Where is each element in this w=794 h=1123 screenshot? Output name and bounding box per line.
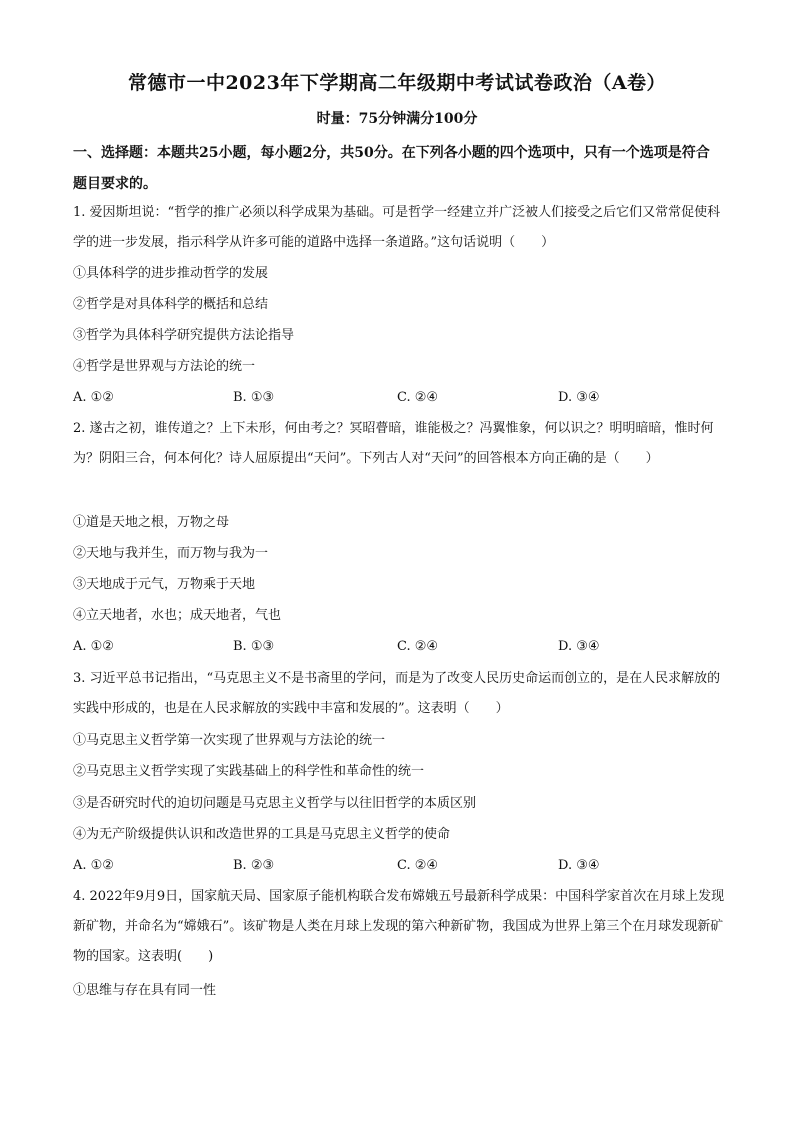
- question-3-statement-4: ④为无产阶级提供认识和改造世界的工具是马克思主义哲学的使命: [73, 827, 451, 842]
- question-3-option-d: D. ③④: [558, 858, 600, 873]
- page-title: 常德市一中2023年下学期高二年级期中考试试卷政治（A卷）: [127, 72, 667, 94]
- question-3-option-b: B. ②③: [233, 858, 275, 873]
- question-2-statement-3: ③天地成于元气，万物乘于天地: [73, 577, 256, 592]
- question-2-stem: 2. 遂古之初，谁传道之？上下未形，何由考之？冥昭瞢暗，谁能极之？冯翼惟象，何以识之？明明暗暗，惟时何为？阴阳三合，何本何化？诗人屈原提出“天问”。下列古人对“天问”的回答根本方向正确的是（ ）: [73, 421, 714, 466]
- question-1-option-c: C. ②④: [397, 390, 439, 405]
- question-2-option-b: B. ①③: [233, 639, 275, 654]
- question-2-statement-2: ②天地与我并生，而万物与我为一: [73, 546, 269, 561]
- question-2-option-c: C. ②④: [397, 639, 439, 654]
- question-3-statement-3: ③是否研究时代的迫切问题是马克思主义哲学与以往旧哲学的本质区别: [73, 796, 477, 811]
- question-3-statement-1: ①马克思主义哲学第一次实现了世界观与方法论的统一: [73, 733, 386, 748]
- question-1-statement-3: ③哲学为具体科学研究提供方法论指导: [73, 328, 295, 343]
- question-4-statement-1: ①思维与存在具有同一性: [73, 983, 217, 998]
- exam-time-score: 时量：75分钟满分100分: [316, 111, 478, 127]
- question-1-statement-2: ②哲学是对具体科学的概括和总结: [73, 297, 269, 312]
- question-2-statement-1: ①道是天地之根，万物之母: [73, 515, 230, 530]
- question-1-statement-4: ④哲学是世界观与方法论的统一: [73, 359, 256, 374]
- question-1-statement-1: ①具体科学的进步推动哲学的发展: [73, 266, 269, 281]
- section-heading: 一、选择题：本题共25小题，每小题2分，共50分。在下列各小题的四个选项中，只有一个选项是符合题目要求的。: [73, 145, 710, 192]
- question-4-stem: 4. 2022年9月9日，国家航天局、国家原子能机构联合发布嫦娥五号最新科学成果：中国科学家首次在月球上发现新矿物，并命名为“嫦娥石”。该矿物是人类在月球上发现的第六种新矿物，我国成为世界上第三个在月球发现新矿物的国家。这表明( ): [73, 889, 725, 964]
- question-3-statement-2: ②马克思主义哲学实现了实践基础上的科学性和革命性的统一: [73, 764, 425, 779]
- question-1-option-d: D. ③④: [558, 390, 600, 405]
- question-1-stem: 1. 爱因斯坦说：“哲学的推广必须以科学成果为基础。可是哲学一经建立并广泛被人们接受之后它们又常常促使科学的进一步发展，指示科学从许多可能的道路中选择一条道路。”这句话说明（ ）: [73, 205, 721, 250]
- question-3-option-a: A. ①②: [73, 858, 114, 873]
- question-2-option-d: D. ③④: [558, 639, 600, 654]
- question-3-option-c: C. ②④: [397, 858, 439, 873]
- question-1-option-b: B. ①③: [233, 390, 275, 405]
- question-3-stem: 3. 习近平总书记指出，“马克思主义不是书斋里的学问，而是为了改变人民历史命运而创立的，是在人民求解放的实践中形成的，也是在人民求解放的实践中丰富和发展的”。这表明（ ）: [73, 671, 721, 716]
- question-2-statement-4: ④立天地者，水也；成天地者，气也: [73, 608, 282, 623]
- question-1-option-a: A. ①②: [73, 390, 114, 405]
- question-2-option-a: A. ①②: [73, 639, 114, 654]
